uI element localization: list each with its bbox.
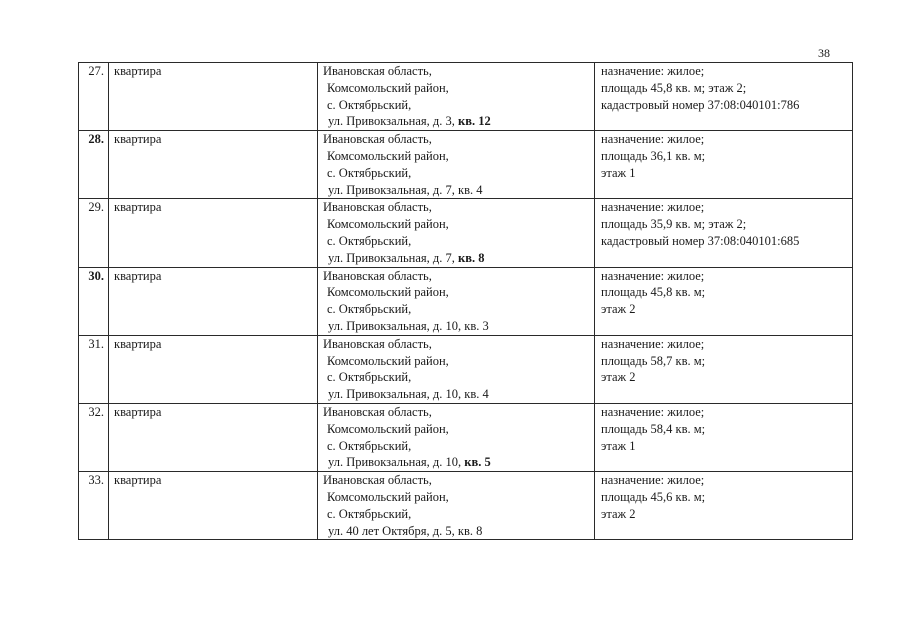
property-address [318,131,595,199]
address-line: с. Октябрьский, [327,97,412,112]
description-line: назначение: жилое; [601,64,705,78]
row-number: 31. [79,335,109,403]
address-line: Комсомольский район, [327,285,449,300]
description-line: назначение: жилое; [601,336,705,351]
property-type: квартира [109,403,318,471]
address-line: с. Октябрьский, [327,438,412,453]
table-row [79,335,853,403]
property-address [318,335,595,403]
address-street: ул. Привокзальная, д. 10, кв. 3 [328,318,489,333]
row-number: 27. [79,63,109,131]
property-description [595,63,853,131]
description-line: назначение: жилое; [601,404,705,419]
property-description [595,403,853,471]
address-line: Комсомольский район, [327,217,449,232]
row-number: 29. [79,199,109,267]
address-street: ул. Привокзальная, д. 7, [328,250,459,265]
address-line: Ивановская область, [323,200,432,215]
description-line: назначение: жилое; [601,268,705,283]
address-line: Ивановская область, [323,132,432,147]
apartment-number: кв. 8 [458,250,485,265]
address-line: Комсомольский район, [327,80,449,95]
description-line: назначение: жилое; [601,132,705,147]
property-address [318,199,595,267]
table-body [79,63,853,540]
apartment-number: кв. 5 [464,455,491,470]
address-line: Комсомольский район, [327,421,449,436]
address-line [323,113,594,130]
description-line: площадь 45,8 кв. м; [601,285,706,300]
address-street: ул. Привокзальная, д. 10, кв. 4 [328,387,489,402]
property-description [595,199,853,267]
address-line [323,523,594,540]
description-line: этаж 2 [601,302,636,317]
page-number: 38 [818,46,830,60]
address-line [323,182,594,199]
property-type: квартира [109,199,318,267]
property-type: квартира [109,131,318,199]
description-line: назначение: жилое; [601,200,705,215]
address-line [323,318,594,335]
address-line: Ивановская область, [323,64,432,78]
property-type: квартира [109,63,318,131]
property-type: квартира [109,335,318,403]
table-row [79,472,853,540]
row-number [79,267,109,335]
table-row [79,131,853,199]
description-line: площадь 45,8 кв. м; этаж 2; [601,80,747,95]
address-street: ул. Привокзальная, д. 3, [328,114,459,129]
address-line: Ивановская область, [323,336,432,351]
description-line: площадь 36,1 кв. м; [601,148,706,163]
description-line: кадастровый номер 37:08:040101:786 [601,97,800,112]
row-number: 32. [79,403,109,471]
address-street: ул. Привокзальная, д. 7, кв. 4 [328,182,483,197]
description-line: назначение: жилое; [601,473,705,488]
description-line: этаж 1 [601,165,636,180]
property-description [595,131,853,199]
property-address [318,267,595,335]
address-line [323,250,594,267]
property-address [318,63,595,131]
address-line: с. Октябрьский, [327,370,412,385]
property-address [318,403,595,471]
description-line: кадастровый номер 37:08:040101:685 [601,233,800,248]
address-line: Комсомольский район, [327,353,449,368]
table-row [79,403,853,471]
address-line: с. Октябрьский, [327,165,412,180]
property-address [318,472,595,540]
row-number: 33. [79,472,109,540]
description-line: площадь 58,4 кв. м; [601,421,706,436]
property-description [595,267,853,335]
address-line: с. Октябрьский, [327,302,412,317]
address-line: Комсомольский район, [327,148,449,163]
property-table [78,62,853,540]
description-line: площадь 58,7 кв. м; [601,353,706,368]
property-description [595,472,853,540]
address-line [323,454,594,471]
address-line: Ивановская область, [323,404,432,419]
address-street: ул. Привокзальная, д. 10, [328,455,465,470]
property-description [595,335,853,403]
row-number [79,131,109,199]
description-line: этаж 2 [601,506,636,521]
property-type: квартира [109,267,318,335]
address-street: ул. 40 лет Октября, д. 5, кв. 8 [328,523,483,538]
property-type: квартира [109,472,318,540]
description-line: этаж 1 [601,438,636,453]
address-line: Ивановская область, [323,268,432,283]
table-row [79,63,853,131]
description-line: площадь 35,9 кв. м; этаж 2; [601,217,747,232]
row-number-text: 28. [88,132,104,147]
apartment-number: кв. 12 [458,114,491,129]
description-line: этаж 2 [601,370,636,385]
address-line: с. Октябрьский, [327,506,412,521]
table-row [79,267,853,335]
address-line: с. Октябрьский, [327,233,412,248]
table-row [79,199,853,267]
row-number-text: 30. [88,268,104,283]
description-line: площадь 45,6 кв. м; [601,489,706,504]
address-line [323,386,594,403]
address-line: Ивановская область, [323,473,432,488]
address-line: Комсомольский район, [327,489,449,504]
